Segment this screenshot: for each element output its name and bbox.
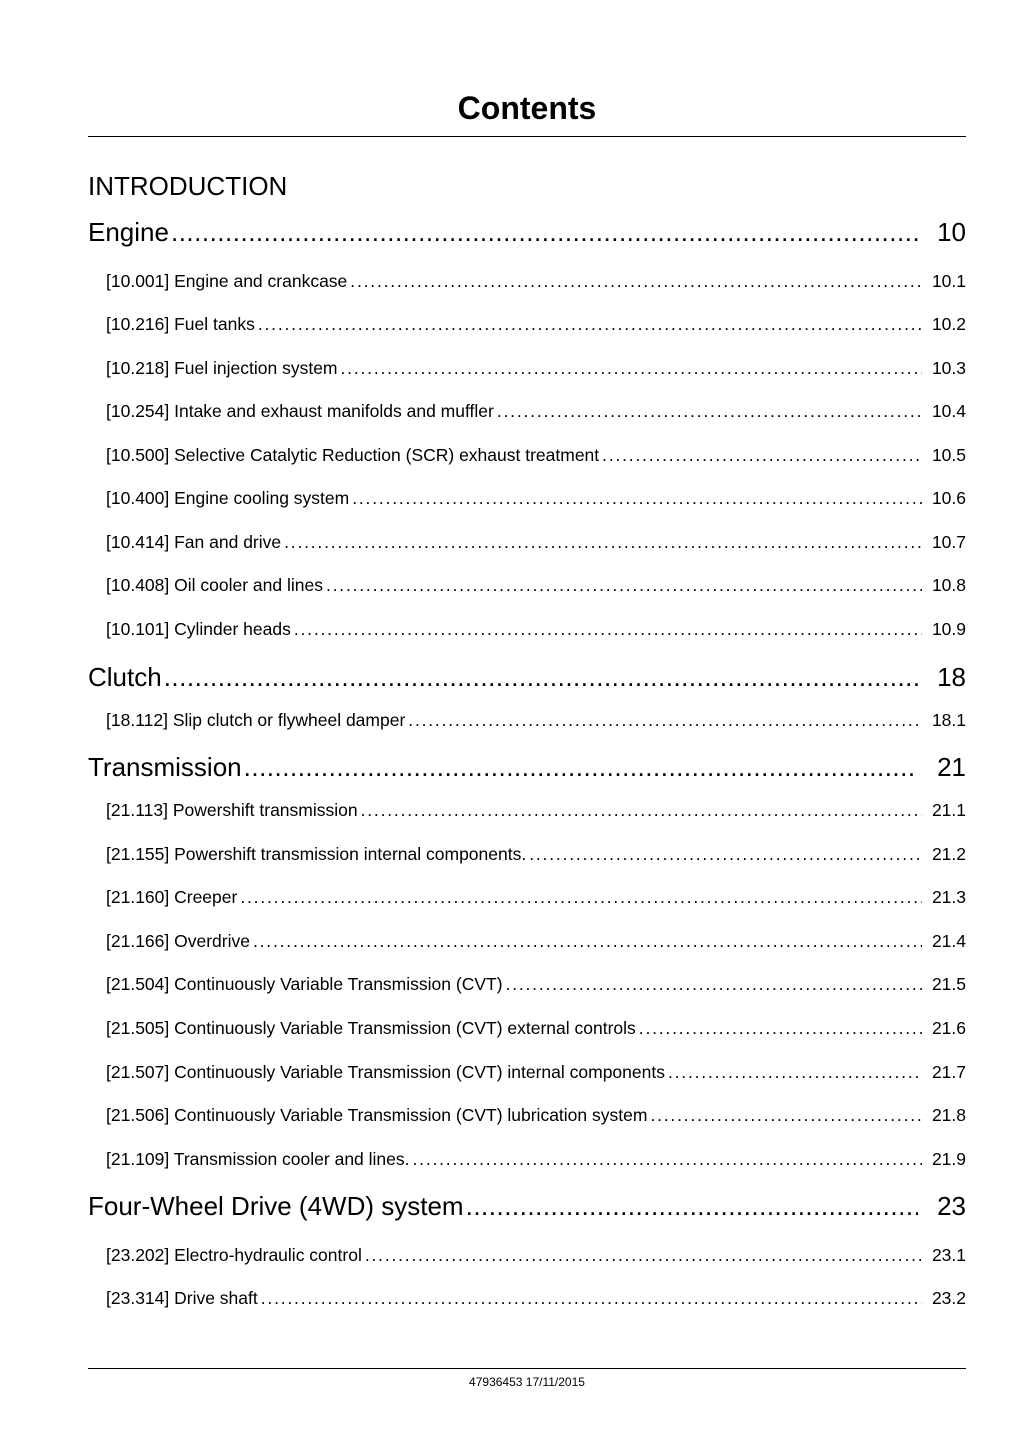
toc-entry[interactable]	[106, 1148, 966, 1170]
dot-leader	[639, 1017, 922, 1039]
toc-section-page-number: 18	[937, 662, 966, 692]
toc-entry-page-number: 21.3	[931, 887, 966, 907]
toc-entry[interactable]	[106, 1244, 966, 1266]
toc-entry-page-number: 10.7	[931, 532, 966, 552]
toc-entry[interactable]	[106, 270, 966, 292]
toc-entry-page-number: 10.5	[931, 445, 966, 465]
toc-entry[interactable]	[106, 973, 966, 995]
toc-entry-label: [10.408] Oil cooler and lines	[106, 575, 323, 595]
toc-entry-label: [18.112] Slip clutch or flywheel damper	[106, 710, 406, 730]
dot-leader	[361, 799, 922, 821]
toc-section-label: Clutch	[88, 662, 162, 692]
dot-leader	[408, 709, 922, 731]
toc-introduction[interactable]: INTRODUCTION	[88, 171, 288, 201]
dot-leader	[261, 1287, 922, 1309]
toc-section[interactable]	[88, 216, 966, 248]
toc-entry-page-number: 21.1	[931, 800, 966, 820]
toc-entry-page-number: 10.4	[931, 401, 966, 421]
toc-entry[interactable]	[106, 531, 966, 553]
toc-section[interactable]	[88, 661, 966, 693]
toc-entry-page-number: 21.5	[931, 974, 966, 994]
dot-leader	[365, 1244, 922, 1266]
toc-section-page-number: 23	[937, 1191, 966, 1221]
dot-leader	[352, 487, 922, 509]
toc-entry[interactable]	[106, 400, 966, 422]
toc-entry-label: [23.314] Drive shaft	[106, 1288, 258, 1308]
dot-leader	[253, 930, 922, 952]
toc-entry-page-number: 10.1	[931, 271, 966, 291]
toc-section[interactable]	[88, 751, 966, 783]
toc-entry-page-number: 21.7	[931, 1062, 966, 1082]
toc-entry-label: [10.001] Engine and crankcase	[106, 271, 348, 291]
toc-entry[interactable]	[106, 843, 966, 865]
toc-entry[interactable]	[106, 618, 966, 640]
toc-entry-label: [10.218] Fuel injection system	[106, 358, 338, 378]
dot-leader	[602, 444, 922, 466]
toc-entry-label: [10.400] Engine cooling system	[106, 488, 350, 508]
toc-entry-label: [21.504] Continuously Variable Transmission (CVT)	[106, 974, 503, 994]
dot-leader	[164, 661, 918, 693]
toc-entry-page-number: 23.2	[931, 1288, 966, 1308]
dot-leader	[294, 618, 922, 640]
toc-entry-label: [21.113] Powershift transmission	[106, 800, 358, 820]
toc-entry-page-number: 10.9	[931, 619, 966, 639]
toc-section-page-number: 21	[937, 752, 966, 782]
toc-entry-label: [10.500] Selective Catalytic Reduction (SCR) exhaust treatment	[106, 445, 600, 465]
toc-entry-page-number: 21.9	[931, 1149, 966, 1169]
dot-leader	[244, 751, 918, 783]
toc-entry[interactable]	[106, 487, 966, 509]
toc-section-page-number: 10	[937, 217, 966, 247]
toc-entry-page-number: 21.4	[931, 931, 966, 951]
toc-entry-page-number: 10.6	[931, 488, 966, 508]
dot-leader	[171, 216, 918, 248]
toc-entry[interactable]	[106, 709, 966, 731]
toc-section[interactable]	[88, 1190, 966, 1222]
toc-entry-label: [10.254] Intake and exhaust manifolds and muffler	[106, 401, 494, 421]
toc-entry[interactable]	[106, 886, 966, 908]
toc-entry[interactable]	[106, 1017, 966, 1039]
toc-entry-label: [21.155] Powershift transmission internal components.	[106, 844, 527, 864]
dot-leader	[350, 270, 922, 292]
toc-entry-label: [23.202] Electro-hydraulic control	[106, 1245, 362, 1265]
toc-section-label: Four-Wheel Drive (4WD) system	[88, 1191, 464, 1221]
dot-leader	[240, 886, 922, 908]
toc-entry[interactable]	[106, 930, 966, 952]
dot-leader	[326, 574, 922, 596]
dot-leader	[413, 1148, 923, 1170]
dot-leader	[668, 1061, 922, 1083]
toc-section-label: Engine	[88, 217, 169, 247]
toc-entry-label: [21.109] Transmission cooler and lines.	[106, 1149, 410, 1169]
toc-entry[interactable]	[106, 574, 966, 596]
toc-entry[interactable]	[106, 1104, 966, 1126]
toc-entry[interactable]	[106, 357, 966, 379]
toc-entry-page-number: 23.1	[931, 1245, 966, 1265]
toc-entry-page-number: 10.2	[931, 314, 966, 334]
footer-divider	[88, 1368, 966, 1369]
toc-entry-page-number: 10.8	[931, 575, 966, 595]
dot-leader	[341, 357, 922, 379]
toc-entry-page-number: 21.8	[931, 1105, 966, 1125]
dot-leader	[258, 313, 922, 335]
toc-entry-label: [10.216] Fuel tanks	[106, 314, 255, 334]
toc-entry-page-number: 18.1	[931, 710, 966, 730]
toc-entry-label: [21.166] Overdrive	[106, 931, 250, 951]
toc-entry[interactable]	[106, 313, 966, 335]
toc-entry-label: [21.507] Continuously Variable Transmission (CVT) internal components	[106, 1062, 665, 1082]
toc-entry-label: [21.160] Creeper	[106, 887, 238, 907]
toc-entry[interactable]	[106, 1287, 966, 1309]
dot-leader	[506, 973, 922, 995]
dot-leader	[650, 1104, 922, 1126]
dot-leader	[284, 531, 922, 553]
toc-entry-label: [10.414] Fan and drive	[106, 532, 282, 552]
dot-leader	[466, 1190, 918, 1222]
toc-entry-label: [10.101] Cylinder heads	[106, 619, 291, 639]
title-divider	[88, 136, 966, 137]
toc-entry-page-number: 10.3	[931, 358, 966, 378]
toc-entry[interactable]	[106, 799, 966, 821]
toc-entry[interactable]	[106, 1061, 966, 1083]
dot-leader	[529, 843, 922, 865]
toc-entry-label: [21.505] Continuously Variable Transmission (CVT) external controls	[106, 1018, 636, 1038]
toc-entry-page-number: 21.2	[931, 844, 966, 864]
toc-entry-page-number: 21.6	[931, 1018, 966, 1038]
dot-leader	[497, 400, 922, 422]
toc-entry[interactable]	[106, 444, 966, 466]
toc-entry-label: [21.506] Continuously Variable Transmission (CVT) lubrication system	[106, 1105, 648, 1125]
page-title: Contents	[457, 90, 597, 126]
footer-doc-id: 47936453 17/11/2015	[469, 1375, 585, 1389]
toc-section-label: Transmission	[88, 752, 242, 782]
